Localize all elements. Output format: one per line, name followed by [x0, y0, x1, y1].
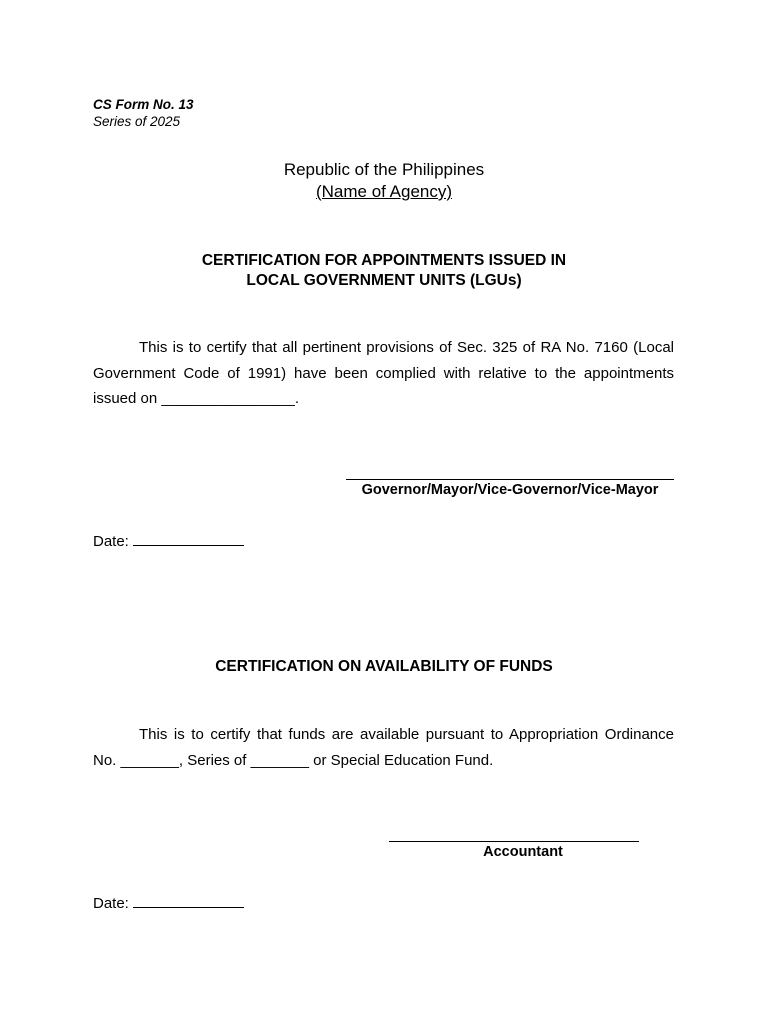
funds-certification-body: This is to certify that funds are available pursuant to Appropriation Ordinance No. _______, Series of _______ or Special Education Fund.: [93, 726, 674, 769]
date-field-lgu: [93, 531, 244, 551]
agency-name: [0, 181, 768, 202]
agency-name-text: (Name of Agency): [315, 182, 453, 201]
date-label: Date:: [93, 533, 129, 550]
form-series: Series of 2025: [93, 114, 181, 129]
signature-line-executive: [346, 479, 674, 480]
lgu-certification-title-line1: CERTIFICATION FOR APPOINTMENTS ISSUED IN: [201, 252, 567, 269]
date-field-funds: [93, 893, 244, 913]
signature-line-accountant: [389, 841, 639, 842]
date-label: Date:: [93, 895, 129, 912]
date-blank-line: [133, 893, 244, 908]
lgu-certification-title-line2: LOCAL GOVERNMENT UNITS (LGUs): [246, 272, 522, 289]
date-blank-line: [133, 531, 244, 546]
lgu-certification-body: This is to certify that all pertinent provisions of Sec. 325 of RA No. 7160 (Local Government Code of 1991) have been complied with relative to the appointments issued on ________________.: [93, 339, 674, 407]
form-number: CS Form No. 13: [93, 97, 194, 112]
funds-certification-title: CERTIFICATION ON AVAILABILITY OF FUNDS: [215, 658, 553, 675]
republic-heading: Republic of the Philippines: [283, 160, 485, 179]
signatory-accountant: Accountant: [483, 844, 563, 860]
signatory-executive: Governor/Mayor/Vice-Governor/Vice-Mayor: [361, 482, 659, 498]
lgu-certification-title: [0, 251, 768, 291]
